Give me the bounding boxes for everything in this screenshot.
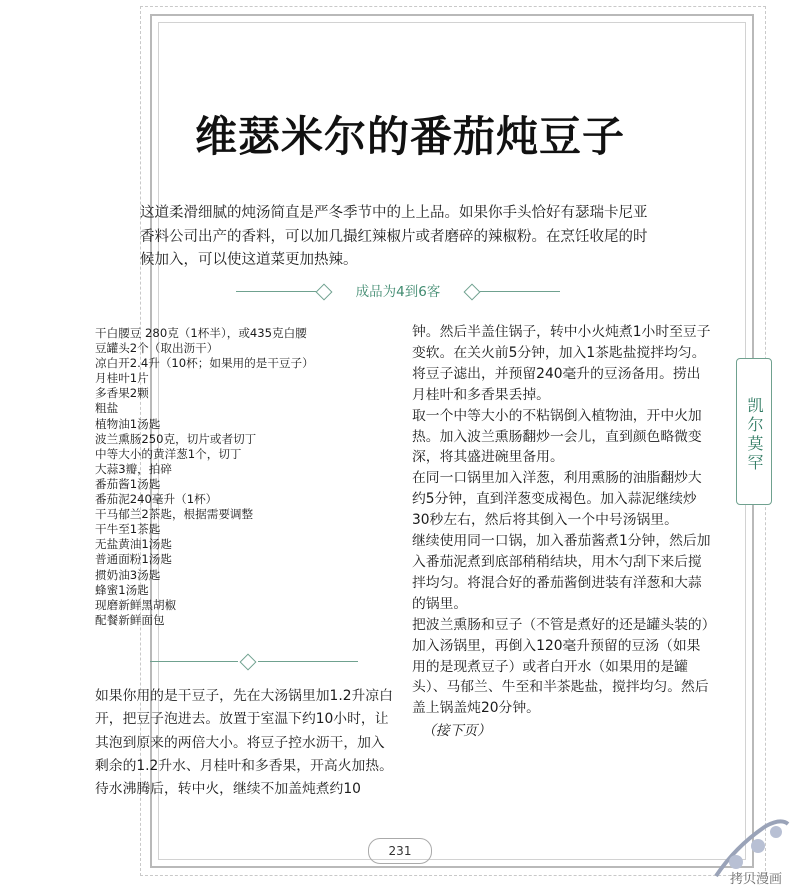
ingredient-item: 掼奶油3汤匙 [95, 567, 161, 582]
ingredient-item: 月桂叶1片 [95, 371, 149, 386]
ingredient-item: 凉白开2.4升（10杯；如果用的是干豆子） [95, 356, 314, 371]
ingredient-item: 大蒜3瓣，拍碎 [95, 461, 172, 476]
ingredient-item: 波兰熏肠250克，切片或者切丁 [95, 431, 257, 446]
servings-divider-right [466, 285, 562, 299]
ingredient-list [95, 326, 395, 628]
chapter-side-tab [736, 358, 772, 505]
ingredient-item: 现磨新鲜黑胡椒 [95, 597, 177, 612]
ingredient-item: 番茄酱1汤匙 [95, 476, 161, 491]
page-number: 231 [388, 844, 412, 858]
step-paragraph: 继续使用同一口锅，加入番茄酱煮1分钟，然后加入番茄泥煮到底部稍稍结块，用木勺刮下来后搅拌均匀。将混合好的番茄酱倒进装有洋葱和大蒜的锅里。 [412, 533, 711, 612]
ingredient-item: 干白腰豆 280克（1杯半），或435克白腰 [95, 326, 307, 340]
chapter-side-tab-label: 凯尔莫罕 [745, 397, 764, 473]
servings-divider-left [236, 285, 332, 299]
continued-note: （接下页） [422, 723, 491, 740]
ingredient-item: 番茄泥240毫升（1杯） [95, 492, 218, 507]
watermark-text: 拷贝漫画 [730, 872, 783, 887]
step-paragraph: 把波兰熏肠和豆子（不管是煮好的还是罐头装的）加入汤锅里，再倒入120毫升预留的豆汤（如果用的是现煮豆子）或者白开水（如果用的是罐头）、马郁兰、牛至和半茶匙盐，搅拌均匀。然后盖上锅盖炖20分钟。 [412, 616, 709, 717]
ingredient-item: 蜂蜜1汤匙 [95, 582, 149, 597]
step-paragraph: 在同一口锅里加入洋葱，利用熏肠的油脂翻炒大约5分钟，直到洋葱变成褐色。加入蒜泥继续炒30秒左右，然后将其倒入一个中号汤锅里。 [412, 470, 702, 529]
ingredient-item: 中等大小的黄洋葱1个，切丁 [95, 446, 242, 461]
steps-left-column: 如果你用的是干豆子，先在大汤锅里加1.2升凉白开，把豆子泡进去。放置于室温下约10小时，让其泡到原来的两倍大小。将豆子控水沥干，加入剩余的1.2升水、月桂叶和多香果，开高火加热。待水沸腾后，转中火，继续不加盖炖煮约10 [95, 688, 393, 798]
ingredient-item: 豆罐头2个（取出沥干） [95, 341, 219, 356]
ingredient-item: 干牛至1茶匙 [95, 522, 161, 537]
step-paragraph: 取一个中等大小的不粘锅倒入植物油，开中火加热。加入波兰熏肠翻炒一会儿，直到颜色略微变深，将其盛进碗里备用。 [412, 407, 702, 466]
recipe-title: 维瑟米尔的番茄炖豆子 [194, 112, 625, 161]
ingredient-item: 植物油1汤匙 [95, 416, 161, 431]
steps-right-column [412, 322, 712, 742]
ingredient-item: 干马郁兰2茶匙，根据需要调整 [95, 507, 254, 522]
ingredient-item: 普通面粉1汤匙 [95, 552, 172, 567]
ingredient-item: 配餐新鲜面包 [95, 612, 165, 627]
step-paragraph: 钟。然后半盖住锅子，转中小火炖煮1小时至豆子变软。在关火前5分钟，加入1茶匙盐搅拌均匀。将豆子滤出，并预留240毫升的豆汤备用。捞出月桂叶和多香果丢掉。 [412, 324, 711, 403]
ingredients-divider [150, 655, 360, 669]
ingredient-item: 粗盐 [95, 401, 119, 416]
servings-text: 成品为4到6客 [355, 284, 441, 300]
ingredient-item: 多香果2颗 [95, 386, 149, 401]
recipe-intro: 这道柔滑细腻的炖汤简直是严冬季节中的上上品。如果你手头恰好有瑟瑞卡尼亚香料公司出产的香料，可以加几撮红辣椒片或者磨碎的辣椒粉。在烹饪收尾的时候加入，可以使这道菜更加热辣。 [140, 205, 648, 268]
ingredient-item: 无盐黄油1汤匙 [95, 537, 172, 552]
